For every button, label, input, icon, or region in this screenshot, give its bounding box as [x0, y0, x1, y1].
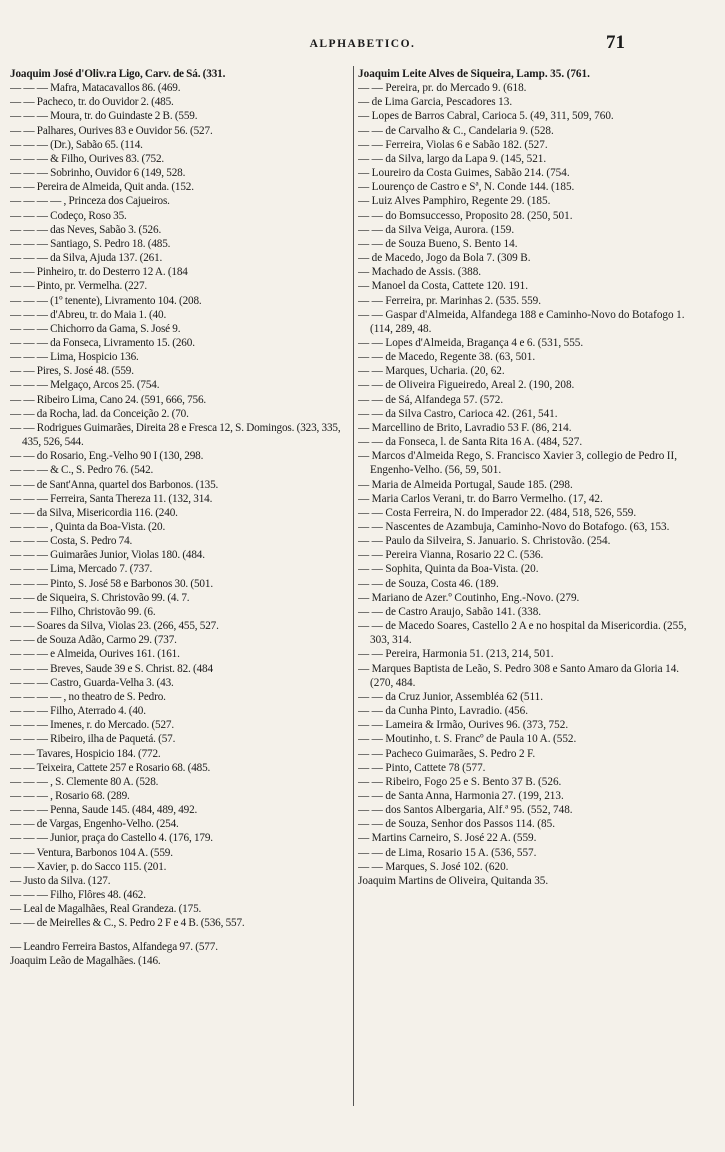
directory-entry: — — Pinheiro, tr. do Desterro 12 A. (184	[10, 266, 188, 279]
directory-entry: — — Pinto, Cattete 78 (577.	[358, 761, 486, 774]
directory-entry: — — — d'Abreu, tr. do Maia 1. (40.	[10, 308, 167, 321]
directory-entry: — Lopes de Barros Cabral, Carioca 5. (49, 311, 509, 760.	[358, 110, 614, 123]
directory-entry: — — Paulo da Silveira, S. Januario. S. Christovão. (254.	[358, 535, 611, 548]
directory-entry: — — — Ribeiro, ilha de Paquetá. (57.	[10, 733, 176, 746]
directory-entry: — — Teixeira, Cattete 257 e Rosario 68. (485.	[10, 761, 211, 774]
directory-entry: — — da Cunha Pinto, Lavradio. (456.	[358, 705, 529, 718]
directory-entry: — — Moutinho, t. S. Francº de Paula 10 A. (552.	[358, 733, 577, 746]
directory-entry: — Mariano de Azer.º Coutinho, Eng.-Novo. (279.	[358, 591, 580, 604]
directory-entry: — — de Souza, Costa 46. (189.	[358, 577, 499, 590]
directory-entry: — — do Rosario, Eng.-Velho 90 I (130, 298.	[10, 450, 204, 463]
directory-entry: — — Ferreira, Violas 6 e Sabão 182. (527.	[358, 138, 548, 151]
running-title: ALPHABETICO.	[309, 38, 416, 50]
directory-entry: — — — Chichorro da Gama, S. José 9.	[10, 322, 181, 335]
directory-entry: — — Ribeiro Lima, Cano 24. (591, 666, 756.	[10, 393, 207, 406]
directory-entry: — Manoel da Costa, Cattete 120. 191.	[358, 280, 529, 293]
directory-entry: — — — — , Princeza dos Cajueiros.	[10, 195, 170, 208]
directory-entry: — Martins Carneiro, S. José 22 A. (559.	[358, 832, 537, 845]
directory-entry: — de Lima Garcia, Pescadores 13.	[358, 96, 513, 109]
directory-entry: — — Lopes d'Almeida, Bragança 4 e 6. (531, 555.	[358, 336, 584, 349]
directory-entry: — — — da Silva, Ajuda 137. (261.	[10, 252, 163, 265]
directory-entry: — Maria Carlos Verani, tr. do Barro Vermelho. (17, 42.	[358, 492, 603, 505]
directory-entry: — — Pereira de Almeida, Quit anda. (152.	[10, 181, 194, 194]
directory-entry: — — — Junior, praça do Castello 4. (176, 179.	[10, 832, 213, 845]
directory-entry: — — de Santa Anna, Harmonia 27. (199, 213.	[358, 789, 564, 802]
directory-entry: — — Costa Ferreira, N. do Imperador 22. (484, 518, 526, 559.	[358, 506, 637, 519]
directory-entry: — — de Souza Bueno, S. Bento 14.	[358, 237, 518, 250]
directory-entry: Joaquim José d'Oliv.ra Ligo, Carv. de Sá. (331.	[10, 68, 226, 80]
directory-entry: — — de Vargas, Engenho-Velho. (254.	[10, 818, 179, 831]
directory-entry: — — — Santiago, S. Pedro 18. (485.	[10, 237, 171, 250]
directory-entry: — — Palhares, Ourives 83 e Ouvidor 56. (527.	[10, 124, 213, 137]
running-head	[0, 32, 725, 56]
directory-entry: — — de Macedo, Regente 38. (63, 501.	[358, 351, 536, 364]
directory-entry: — — Marques, S. José 102. (620.	[358, 860, 509, 873]
directory-entry: — — Pereira Vianna, Rosario 22 C. (536.	[358, 549, 544, 562]
right-column	[358, 67, 698, 1139]
column-divider	[353, 66, 354, 1106]
directory-entry: — Luiz Alves Pamphiro, Regente 29. (185.	[358, 195, 551, 208]
directory-entry: — — — Filho, Christovão 99. (6.	[10, 605, 156, 618]
directory-entry: — de Macedo, Jogo da Bola 7. (309 B.	[358, 252, 531, 265]
directory-entry: — — — & Filho, Ourives 83. (752.	[10, 152, 165, 165]
directory-entry: — — de Souza, Senhor dos Passos 114. (85.	[358, 818, 555, 831]
directory-entry: — — — da Fonseca, Livramento 15. (260.	[10, 336, 195, 349]
directory-entry: — — de Meirelles & C., S. Pedro 2 F e 4 B. (536, 557.	[10, 917, 245, 930]
directory-entry: — — Soares da Silva, Violas 23. (266, 455, 527.	[10, 620, 219, 633]
directory-entry: — — Pires, S. José 48. (559.	[10, 365, 134, 378]
directory-entry: — — — (1º tenente), Livramento 104. (208.	[10, 294, 202, 307]
directory-entry: — Leandro Ferreira Bastos, Alfandega 97. (577.	[10, 940, 218, 953]
left-column	[10, 67, 350, 1139]
directory-entry: — — Pinto, pr. Vermelha. (227.	[10, 280, 148, 293]
directory-entry: — Marcellino de Brito, Lavradio 53 F. (86, 214.	[358, 421, 572, 434]
directory-entry: — — Xavier, p. do Sacco 115. (201.	[10, 860, 167, 873]
directory-entry: — — Sophita, Quinta da Boa-Vista. (20.	[358, 563, 539, 576]
directory-entry: — — da Fonseca, l. de Santa Rita 16 A. (484, 527.	[358, 436, 583, 449]
directory-entry: — — Gaspar d'Almeida, Alfandega 188 e Caminho-Novo do Botafogo 1. (114, 289, 48.	[358, 308, 685, 335]
directory-entry: — — Pacheco, tr. do Ouvidor 2. (485.	[10, 96, 174, 109]
directory-entry: — — da Silva, Misericordia 116. (240.	[10, 506, 178, 519]
directory-entry: — — Pacheco Guimarães, S. Pedro 2 F.	[358, 747, 536, 760]
directory-entry: Joaquim Leão de Magalhães. (146.	[10, 954, 161, 967]
directory-entry: — — Nascentes de Azambuja, Caminho-Novo do Botafogo. (63, 153.	[358, 521, 670, 533]
directory-entry: — — da Cruz Junior, Assembléa 62 (511.	[358, 690, 544, 703]
directory-entry: — — — Lima, Hospicio 136.	[10, 351, 139, 364]
directory-entry: — — dos Santos Albergaria, Alf.ª 95. (552, 748.	[358, 804, 573, 817]
directory-entry: — — da Silva, largo da Lapa 9. (145, 521.	[358, 152, 547, 165]
directory-entry: — — — Pinto, S. José 58 e Barbonos 30. (501.	[10, 577, 213, 590]
directory-entry: Joaquim Leite Alves de Siqueira, Lamp. 35. (761.	[358, 68, 590, 80]
directory-entry: — Marques Baptista de Leão, S. Pedro 308 e Santo Amaro da Gloria 14. (270, 484.	[358, 662, 680, 689]
directory-entry: — — Pereira, pr. do Mercado 9. (618.	[358, 82, 527, 95]
directory-entry: — — Ventura, Barbonos 104 A. (559.	[10, 846, 173, 859]
directory-entry: — — — Castro, Guarda-Velha 3. (43.	[10, 676, 174, 689]
directory-entry: — — de Sant'Anna, quartel dos Barbonos. (135.	[10, 478, 219, 491]
directory-entry: — — — Codeço, Roso 35.	[10, 209, 127, 222]
directory-entry: — — — Lima, Mercado 7. (737.	[10, 563, 153, 576]
directory-entry: — Marcos d'Almeida Rego, S. Francisco Xavier 3, collegio de Pedro II, Engenho-Velho. (56, 59, 501.	[358, 450, 678, 477]
directory-entry: — Maria de Almeida Portugal, Saude 185. (298.	[358, 478, 573, 491]
directory-entry: — — — — , no theatro de S. Pedro.	[10, 690, 166, 703]
directory-entry: — — Lameira & Irmão, Ourives 96. (373, 752.	[358, 719, 569, 732]
directory-entry: — — Ribeiro, Fogo 25 e S. Bento 37 B. (526.	[358, 775, 562, 788]
directory-entry: — — — e Almeida, Ourives 161. (161.	[10, 648, 180, 661]
directory-entry: — — — Melgaço, Arcos 25. (754.	[10, 379, 160, 392]
directory-entry: — — — , Quinta da Boa-Vista. (20.	[10, 521, 166, 533]
directory-entry: — — de Lima, Rosario 15 A. (536, 557.	[358, 846, 537, 859]
directory-entry: — — de Siqueira, S. Christovão 99. (4. 7.	[10, 591, 190, 604]
directory-entry: — — — Breves, Saude 39 e S. Christ. 82. (484	[10, 662, 213, 675]
directory-entry: — — de Souza Adão, Carmo 29. (737.	[10, 634, 177, 647]
directory-entry: Joaquim Martins de Oliveira, Quitanda 35.	[358, 874, 549, 887]
directory-entry: — — — Mafra, Matacavallos 86. (469.	[10, 82, 181, 95]
directory-entry: — — Pereira, Harmonia 51. (213, 214, 501.	[358, 648, 554, 661]
directory-entry: — — — Filho, Flôres 48. (462.	[10, 889, 146, 902]
directory-entry: — — — , Rosario 68. (289.	[10, 789, 130, 802]
directory-entry: — — de Oliveira Figueiredo, Areal 2. (190, 208.	[358, 379, 575, 392]
directory-entry: — Justo da Silva. (127.	[10, 874, 111, 887]
directory-entry: — — — Costa, S. Pedro 74.	[10, 535, 133, 548]
directory-entry: — — do Bomsuccesso, Proposito 28. (250, 501.	[358, 209, 573, 222]
directory-entry: — — de Castro Araujo, Sabão 141. (338.	[358, 605, 542, 618]
directory-entry: — — da Silva Veiga, Aurora. (159.	[358, 223, 515, 236]
directory-entry: — — de Carvalho & C., Candelaria 9. (528.	[358, 124, 554, 137]
directory-entry: — — de Macedo Soares, Castello 2 A e no hospital da Misericordia. (255, 303, 314.	[358, 620, 687, 647]
directory-entry: — — — Sobrinho, Ouvidor 6 (149, 528.	[10, 167, 186, 180]
directory-entry: — — Ferreira, pr. Marinhas 2. (535. 559.	[358, 294, 542, 307]
directory-entry: — — — Filho, Aterrado 4. (40.	[10, 705, 146, 718]
directory-entry: — — Marques, Ucharia. (20, 62.	[358, 365, 505, 378]
directory-entry: — — — Ferreira, Santa Thereza 11. (132, 314.	[10, 492, 213, 505]
directory-entry: — Leal de Magalhães, Real Grandeza. (175.	[10, 903, 202, 916]
directory-entry: — Machado de Assis. (388.	[358, 266, 482, 279]
directory-entry: — — Tavares, Hospicio 184. (772.	[10, 747, 161, 760]
directory-entry: — Lourenço de Castro e Sª, N. Conde 144. (185.	[358, 181, 575, 194]
directory-entry: — — — das Neves, Sabão 3. (526.	[10, 223, 162, 236]
directory-entry: — — — Guimarães Junior, Violas 180. (484.	[10, 549, 205, 562]
directory-entry: — Loureiro da Costa Guimes, Sabão 214. (754.	[358, 167, 570, 180]
directory-entry: — — — , S. Clemente 80 A. (528.	[10, 775, 159, 788]
directory-entry: — — da Silva Castro, Carioca 42. (261, 541.	[358, 407, 558, 420]
directory-entry: — — de Sá, Alfandega 57. (572.	[358, 393, 504, 406]
directory-entry: — — Rodrigues Guimarães, Direita 28 e Fresca 12, S. Domingos. (323, 335, 435, 526, 544.	[10, 421, 341, 449]
directory-entry: — — — Moura, tr. do Guindaste 2 B. (559.	[10, 110, 198, 123]
directory-entry: — — — (Dr.), Sabão 65. (114.	[10, 138, 143, 151]
directory-entry: — — — Imenes, r. do Mercado. (527.	[10, 719, 174, 732]
directory-entry: — — — Penna, Saude 145. (484, 489, 492.	[10, 804, 198, 817]
directory-entry: — — da Rocha, lad. da Conceição 2. (70.	[10, 407, 189, 420]
page-number: 71	[606, 32, 625, 53]
directory-entry: — — — & C., S. Pedro 76. (542.	[10, 464, 154, 477]
